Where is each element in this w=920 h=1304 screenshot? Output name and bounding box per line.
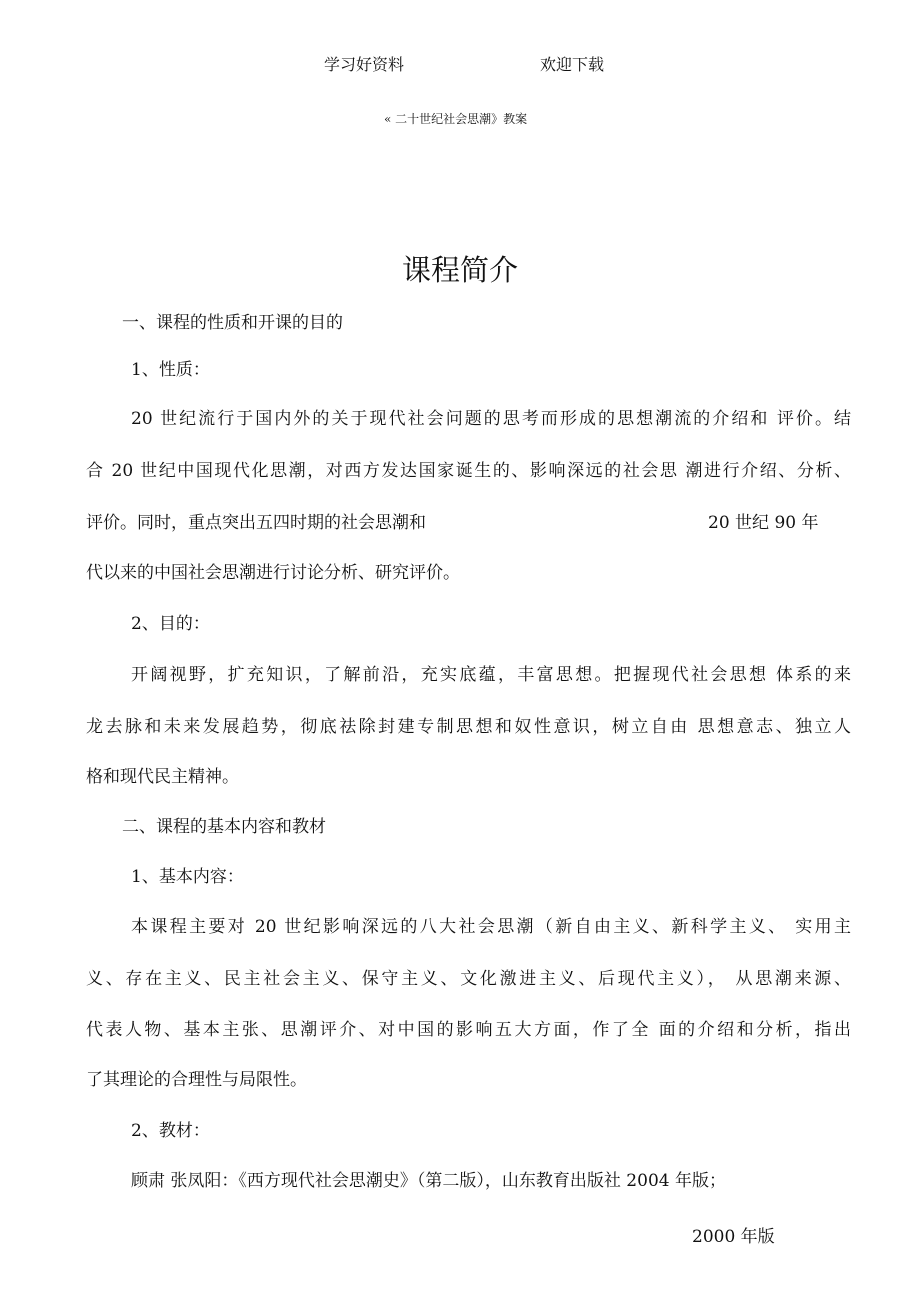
content-line-1: 本课程主要对 20 世纪影响深远的八大社会思潮（新自由主义、新科学主义、 实用主 xyxy=(131,917,851,937)
content-line-2: 义、存在主义、民主社会主义、保守主义、文化激进主义、后现代主义）， 从思潮来源、 xyxy=(86,969,851,989)
nature-line-1: 20 世纪流行于国内外的关于现代社会问题的思考而形成的思想潮流的介绍和 评价。结 xyxy=(131,409,851,429)
nature-line-4: 代以来的中国社会思潮进行讨论分析、研究评价。 xyxy=(86,563,460,583)
document-subtitle: « 二十世纪社会思潮》教案 xyxy=(384,112,528,126)
header-right-text: 欢迎下载 xyxy=(540,55,605,74)
textbook-line-2: 2000 年版 xyxy=(692,1227,775,1247)
page-title: 课程简介 xyxy=(401,253,518,287)
content-line-4: 了其理论的合理性与局限性。 xyxy=(86,1070,307,1090)
nature-line-3-tail: 20 世纪 90 年 xyxy=(708,513,819,533)
textbook-line-1: 顾肃 张凤阳：《西方现代社会思潮史》（第二版），山东教育出版社 2004 年版； xyxy=(131,1171,726,1191)
section-2-heading: 二、课程的基本内容和教材 xyxy=(122,817,326,837)
header-left-text: 学习好资料 xyxy=(324,55,405,74)
goal-line-2: 龙去脉和未来发展趋势，彻底祛除封建专制思想和奴性意识，树立自由 思想意志、独立人 xyxy=(86,717,851,737)
content-label: 1、基本内容： xyxy=(131,867,244,887)
nature-line-3: 评价。同时，重点突出五四时期的社会思潮和 xyxy=(86,513,426,533)
content-line-3: 代表人物、基本主张、思潮评介、对中国的影响五大方面，作了全 面的介绍和分析，指出 xyxy=(86,1020,851,1040)
nature-label: 1、性质： xyxy=(131,360,210,380)
goal-label: 2、目的： xyxy=(131,614,210,634)
goal-line-3: 格和现代民主精神。 xyxy=(86,767,239,787)
nature-line-2: 合 20 世纪中国现代化思潮，对西方发达国家诞生的、影响深远的社会思 潮进行介绍、分析、 xyxy=(86,461,851,481)
section-1-heading: 一、课程的性质和开课的目的 xyxy=(122,313,343,333)
goal-line-1: 开阔视野，扩充知识，了解前沿，充实底蕴，丰富思想。把握现代社会思想 体系的来 xyxy=(131,665,851,685)
textbook-label: 2、教材： xyxy=(131,1121,210,1141)
